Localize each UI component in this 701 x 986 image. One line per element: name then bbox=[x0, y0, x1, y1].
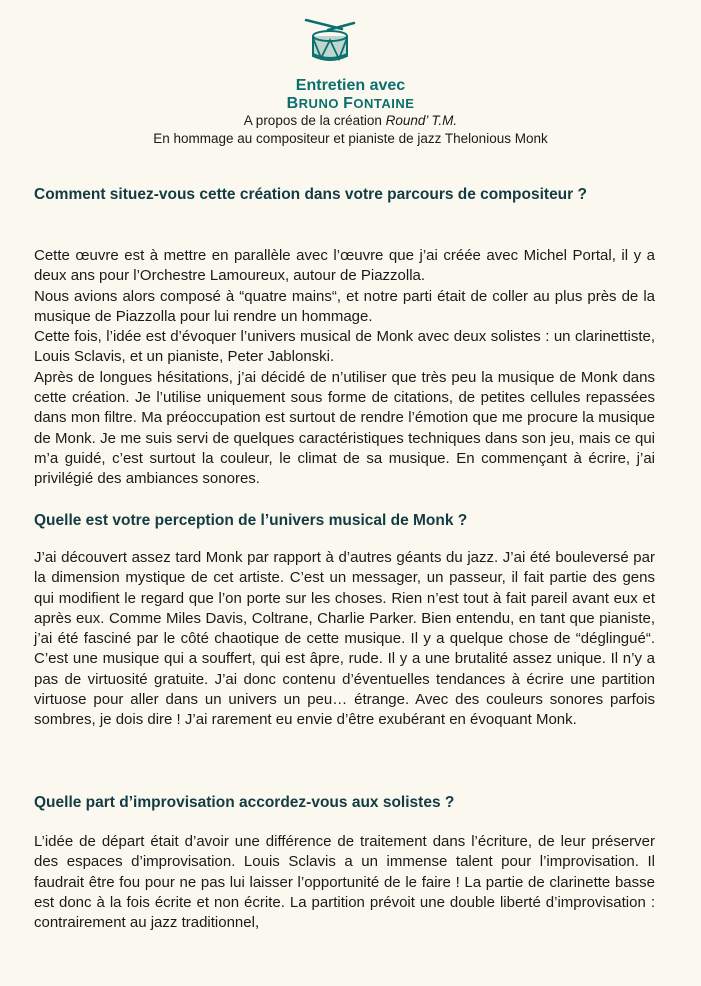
answer-1 bbox=[34, 246, 655, 490]
question-3: Quelle part d’improvisation accordez-vous aux solistes ? bbox=[34, 794, 455, 811]
paragraph: Nous avions alors composé à “quatre mains“, et notre parti était de coller au plus près de la musique de Piazzolla pour lui rendre un hommage. bbox=[34, 287, 655, 325]
interviewee-name bbox=[0, 95, 701, 112]
paragraph: Cette fois, l’idée est d’évoquer l’univers musical de Monk avec deux solistes : un clarinettiste, Louis Sclavis, et un pianiste, Peter Jablonski. bbox=[34, 328, 655, 366]
drum-icon bbox=[300, 14, 360, 72]
subtitle: A propos de la création Round’ T.M. bbox=[243, 113, 458, 128]
question-1: Comment situez-vous cette création dans votre parcours de compositeur ? bbox=[34, 186, 587, 203]
paragraph: L’idée de départ était d’avoir une différence de traitement dans l’écriture, de leur préserver des espaces d’improvisation. Louis Sclavis a un immense talent pour l’improvisation. Il faudrait être fou pour ne pas lui laisser l’opportunité de le faire ! La partie de clarinette basse est donc à la fois écrite et non écrite. La partition prévoit une double liberté d’improvisation : contrairement au jazz traditionnel, bbox=[34, 833, 655, 932]
question-2: Quelle est votre perception de l’univers musical de Monk ? bbox=[34, 512, 468, 529]
work-title: Round’ T.M. bbox=[385, 113, 458, 128]
answer-2 bbox=[34, 548, 655, 731]
paragraph: Après de longues hésitations, j’ai décidé de n’utiliser que très peu la musique de Monk dans cette création. Je l’utilise uniquement sous forme de citations, de petites cellules repassées dans mon filtre. Ma préoccupation est surtout de rendre l’émotion que me procure la musique de Monk. Je me suis servi de quelques caractéristiques techniques dans son jeu, mais ce qui m’a guidé, c’est surtout la couleur, le climat de sa musique. En commençant à écrire, j’ai privilégié des ambiances sonores. bbox=[34, 368, 655, 488]
interview-title: Entretien avec bbox=[295, 77, 406, 94]
paragraph: J’ai découvert assez tard Monk par rapport à d’autres géants du jazz. J’ai été bouleversé par la dimension mystique de cet artiste. C’est un messager, un passeur, il fait partie des gens qui modifient le regard que l’on porte sur les choses. Rien n’est tout à fait pareil avant eux et après eux. Comme Miles Davis, Coltrane, Charlie Parker. Bien entendu, en tant que pianiste, j’ai été fasciné par le côté chaotique de cette musique. Il y a quelque chose de “déglingué“. C’est une musique qui a souffert, qui est âpre, rude. Il y a une brutalité assez unique. Il n’y a pas de virtuosité gratuite. J’ai donc contenu d’éventuelles tendances à écrire une partition virtuose pour aller dans un univers un peu… étrange. Avec des couleurs sonores parfois sombres, je dois dire ! J’ai rarement eu envie d’être exubérant en évoquant Monk. bbox=[34, 549, 655, 729]
answer-3 bbox=[34, 832, 655, 933]
interview-header bbox=[0, 76, 701, 148]
name-last: F bbox=[343, 95, 354, 112]
name-first: B bbox=[286, 95, 299, 112]
paragraph: Cette œuvre est à mettre en parallèle avec l’œuvre que j’ai créée avec Michel Portal, il y a deux ans pour l’Orchestre Lamoureux, autour de Piazzolla. bbox=[34, 247, 655, 285]
name-first-rest: RUNO bbox=[298, 96, 344, 111]
dedication: En hommage au compositeur et pianiste de jazz Thelonious Monk bbox=[153, 131, 548, 146]
name-last-rest: ONTAINE bbox=[353, 96, 415, 111]
